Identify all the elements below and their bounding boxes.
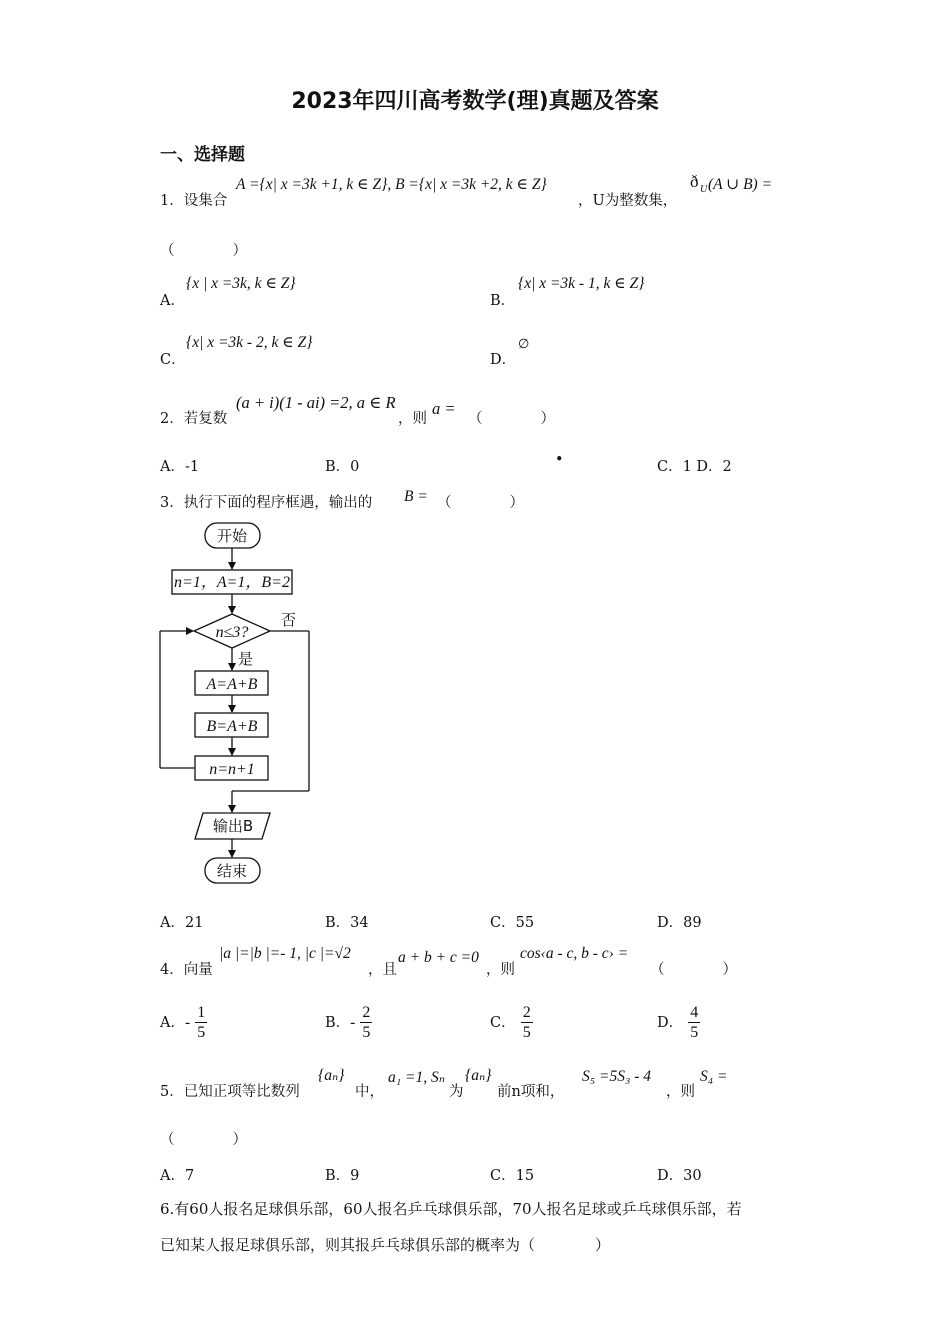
flow-step2-label: B=A+B — [206, 718, 258, 735]
flow-no-label: 否 — [281, 611, 297, 629]
q4-sum: a + b + c =0 — [398, 949, 479, 966]
q3-opt-b: B．34 — [325, 915, 369, 931]
q5-then: ，则 — [666, 1084, 695, 1100]
flow-step3-label: n=n+1 — [209, 761, 255, 778]
q3-target: B = — [404, 488, 428, 505]
flow-start-label: 开始 — [216, 527, 248, 545]
q4-and: ，且 — [368, 962, 397, 978]
q1-number: 1．设集合 — [160, 193, 228, 209]
q4-opt-b: B．- $\frac{2}{5}$ — [325, 1004, 371, 1041]
q2-equation: (a + i)(1 - ai) =2, a ∈ R — [236, 393, 396, 412]
q2-then: ，则 — [398, 411, 427, 427]
q5-in: 中， — [355, 1084, 384, 1100]
flow-output-label: 输出B — [212, 817, 254, 835]
q4-opt-c: C． $\frac{2}{5}$ — [490, 1004, 531, 1041]
q1-sets: A ={x| x =3k +1, k ∈ Z}, B ={x| x =3k +2, k ∈ Z} — [236, 176, 547, 193]
q5-s5-relation: S₅ =5S₃ - 4 — [582, 1068, 652, 1085]
q4-answer-paren: （ ） — [650, 962, 737, 978]
q5-opt-b: B．9 — [325, 1168, 360, 1184]
q1-union-expr: (A ∪ B) = — [708, 176, 773, 193]
q5-opt-d: D．30 — [657, 1168, 702, 1184]
q1-opt-c-label: C． — [160, 352, 186, 368]
q2-answer-paren: （ ） — [468, 411, 555, 427]
q1-universe: ，U为整数集， — [578, 193, 678, 209]
q5-opt-c: C．15 — [490, 1168, 535, 1184]
q4-opt-a: A．- $\frac{1}{5}$ — [160, 1004, 206, 1041]
q1-complement-sub: U — [700, 184, 708, 195]
q2-bullet: • — [555, 452, 564, 468]
q1-answer-paren: （ ） — [160, 243, 247, 259]
q4-opt-d: D． $\frac{4}{5}$ — [657, 1004, 699, 1041]
flow-condition-label: n≤3? — [215, 624, 249, 641]
q6-line2: 已知某人报足球俱乐部，则其报乒乓球俱乐部的概率为（ ） — [160, 1236, 611, 1254]
flow-end-label: 结束 — [216, 862, 248, 880]
page-title: 2023年四川高考数学(理)真题及答案 — [291, 89, 659, 114]
q1-opt-c: {x| x =3k - 2, k ∈ Z} — [186, 334, 313, 351]
q1-opt-b: {x| x =3k - 1, k ∈ Z} — [518, 275, 645, 292]
section-heading: 一、选择题 — [160, 145, 245, 165]
q1-opt-b-label: B． — [490, 293, 516, 309]
q1-opt-a: {x | x =3k, k ∈ Z} — [186, 275, 296, 292]
q2-number: 2．若复数 — [160, 411, 228, 427]
q4-number: 4．向量 — [160, 962, 213, 978]
q1-opt-d: ∅ — [518, 336, 530, 351]
q1-complement-symbol: ð — [690, 172, 699, 191]
q5-target: S₄ = — [700, 1068, 728, 1085]
q4-then: ，则 — [486, 962, 515, 978]
q2-opt-cd: C．1 D．2 — [657, 459, 732, 475]
q3-opt-a: A．21 — [160, 915, 204, 931]
q2-opt-b: B．0 — [325, 459, 360, 475]
q5-number: 5．已知正项等比数列 — [160, 1084, 300, 1100]
q2-target: a = — [432, 399, 456, 418]
q4-cos: cos‹a - c, b - c› = — [520, 945, 629, 962]
q6-line1: 6.有60人报名足球俱乐部，60人报名乒乓球俱乐部，70人报名足球或乒乓球俱乐部，若 — [160, 1200, 742, 1218]
q1-opt-a-label: A． — [160, 293, 185, 309]
q3-answer-paren: （ ） — [437, 495, 524, 511]
q3-text: 3．执行下面的程序框遇，输出的 — [160, 495, 373, 511]
q2-opt-a: A．-1 — [160, 459, 200, 475]
q5-is: 为 — [449, 1084, 464, 1100]
flowchart — [150, 515, 330, 887]
q5-answer-paren: （ ） — [160, 1132, 247, 1148]
q5-first-n: 前n项和， — [497, 1084, 565, 1100]
flow-yes-label: 是 — [238, 650, 254, 668]
q5-a1-sn: a₁ =1, Sₙ — [388, 1069, 446, 1086]
q1-opt-d-label: D． — [490, 352, 517, 368]
q5-opt-a: A．7 — [160, 1168, 195, 1184]
q5-sequence: {aₙ} — [318, 1067, 345, 1084]
q4-magnitudes: |a |=|b |=- 1, |c |=√2 — [219, 945, 351, 962]
flow-init-label: n=1，A=1，B=2 — [174, 574, 290, 591]
q5-sequence-2: {aₙ} — [465, 1067, 492, 1084]
q3-opt-c: C．55 — [490, 915, 535, 931]
flow-step1-label: A=A+B — [206, 676, 258, 693]
q3-opt-d: D．89 — [657, 915, 702, 931]
